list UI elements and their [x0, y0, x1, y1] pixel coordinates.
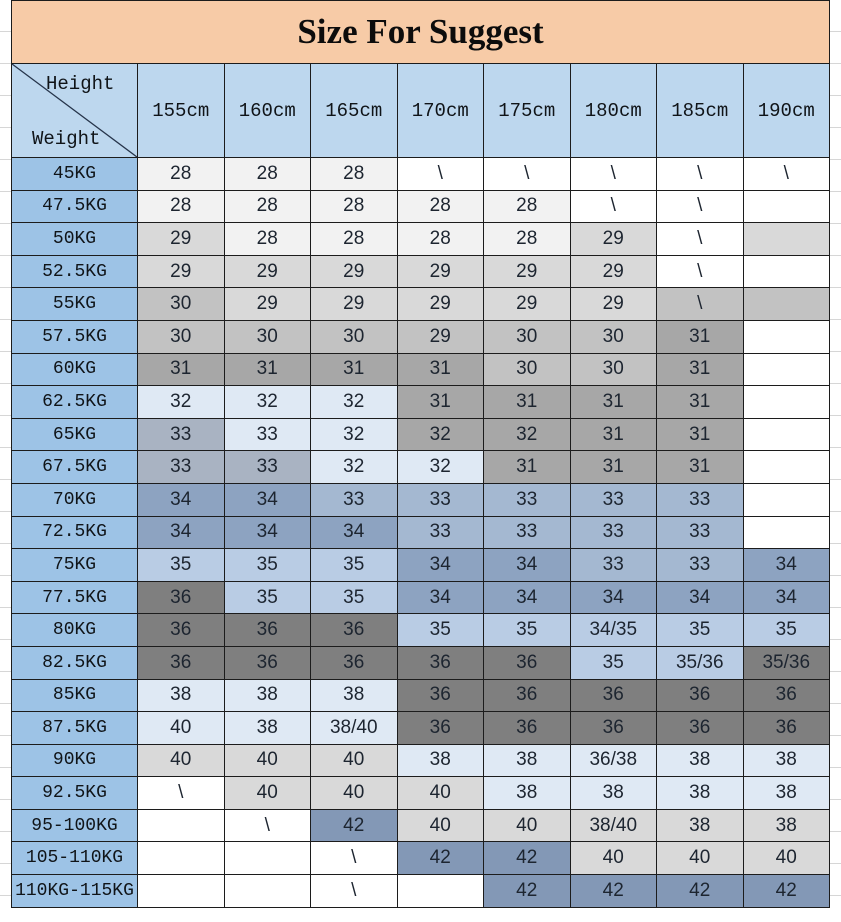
- size-cell: 28: [224, 190, 311, 223]
- size-cell: 32: [311, 451, 398, 484]
- size-cell: [743, 353, 830, 386]
- size-cell: 31: [484, 451, 571, 484]
- size-cell: 29: [397, 320, 484, 353]
- table-row: [12, 646, 830, 679]
- weight-row-label: 60KG: [12, 353, 138, 386]
- size-cell: 40: [224, 777, 311, 810]
- table-row: [12, 744, 830, 777]
- size-cell: \: [311, 842, 398, 875]
- size-cell: 32: [484, 418, 571, 451]
- weight-row-label: 62.5KG: [12, 386, 138, 419]
- size-cell: 31: [397, 353, 484, 386]
- size-cell: 35/36: [743, 646, 830, 679]
- table-row: [12, 614, 830, 647]
- size-cell: 32: [138, 386, 225, 419]
- size-cell: 31: [311, 353, 398, 386]
- size-cell: 38: [484, 744, 571, 777]
- size-cell: 34: [657, 581, 744, 614]
- weight-row-label: 70KG: [12, 483, 138, 516]
- size-cell: 36: [138, 581, 225, 614]
- table-row: [12, 223, 830, 256]
- size-cell: 42: [397, 842, 484, 875]
- size-cell: 33: [138, 418, 225, 451]
- size-cell: 34: [397, 549, 484, 582]
- size-cell: [743, 386, 830, 419]
- size-cell: 42: [743, 875, 830, 908]
- size-cell: 33: [570, 516, 657, 549]
- size-cell: 38: [570, 777, 657, 810]
- size-cell: 33: [138, 451, 225, 484]
- weight-row-label: 110KG-115KG: [12, 875, 138, 908]
- table-row: [12, 320, 830, 353]
- size-cell: 35: [570, 646, 657, 679]
- size-cell: 36: [224, 614, 311, 647]
- weight-row-label: 82.5KG: [12, 646, 138, 679]
- size-cell: 36: [657, 679, 744, 712]
- size-cell: [743, 288, 830, 321]
- size-cell: 36: [743, 679, 830, 712]
- size-cell: 31: [657, 386, 744, 419]
- weight-row-label: 77.5KG: [12, 581, 138, 614]
- size-cell: 36: [484, 679, 571, 712]
- weight-row-label: 50KG: [12, 223, 138, 256]
- size-cell: [224, 842, 311, 875]
- weight-row-label: 85KG: [12, 679, 138, 712]
- size-cell: [743, 516, 830, 549]
- table-row: [12, 483, 830, 516]
- size-cell: [743, 255, 830, 288]
- size-cell: 28: [311, 190, 398, 223]
- size-cell: 31: [657, 353, 744, 386]
- size-cell: 33: [570, 483, 657, 516]
- size-cell: 29: [484, 288, 571, 321]
- size-cell: 35: [138, 549, 225, 582]
- size-cell: 29: [138, 223, 225, 256]
- height-col-header: 155cm: [138, 64, 225, 158]
- size-cell: 38: [743, 777, 830, 810]
- size-cell: 32: [311, 386, 398, 419]
- weight-row-label: 67.5KG: [12, 451, 138, 484]
- size-cell: 31: [657, 451, 744, 484]
- size-cell: 35: [743, 614, 830, 647]
- size-cell: 28: [311, 223, 398, 256]
- size-cell: 29: [311, 288, 398, 321]
- size-cell: 29: [224, 255, 311, 288]
- size-cell: \: [743, 158, 830, 191]
- size-cell: 32: [224, 386, 311, 419]
- size-cell: 29: [484, 255, 571, 288]
- size-cell: 30: [138, 320, 225, 353]
- size-cell: 31: [397, 386, 484, 419]
- size-cell: 40: [311, 777, 398, 810]
- size-cell: [138, 842, 225, 875]
- size-cell: 34: [484, 581, 571, 614]
- table-row: [12, 581, 830, 614]
- size-cell: 33: [224, 418, 311, 451]
- size-cell: 36: [743, 712, 830, 745]
- size-cell: 40: [138, 744, 225, 777]
- size-cell: 33: [224, 451, 311, 484]
- table-row: [12, 158, 830, 191]
- weight-row-label: 45KG: [12, 158, 138, 191]
- size-cell: \: [570, 158, 657, 191]
- size-cell: 31: [570, 386, 657, 419]
- size-cell: 31: [138, 353, 225, 386]
- size-cell: 38: [311, 679, 398, 712]
- corner-height-label: Height: [46, 73, 115, 95]
- size-cell: 35/36: [657, 646, 744, 679]
- weight-row-label: 57.5KG: [12, 320, 138, 353]
- size-cell: 28: [397, 190, 484, 223]
- size-cell: 31: [484, 386, 571, 419]
- weight-row-label: 75KG: [12, 549, 138, 582]
- table-row: [12, 549, 830, 582]
- table-row: [12, 288, 830, 321]
- size-cell: 32: [397, 451, 484, 484]
- size-cell: 42: [484, 842, 571, 875]
- title-row: [12, 1, 830, 64]
- size-cell: 40: [397, 777, 484, 810]
- weight-row-label: 87.5KG: [12, 712, 138, 745]
- table-row: [12, 875, 830, 908]
- size-cell: 34: [224, 483, 311, 516]
- size-cell: 36: [570, 679, 657, 712]
- weight-row-label: 47.5KG: [12, 190, 138, 223]
- size-cell: 29: [397, 255, 484, 288]
- size-cell: 31: [224, 353, 311, 386]
- table-row: [12, 842, 830, 875]
- table-row: [12, 516, 830, 549]
- size-cell: 40: [138, 712, 225, 745]
- size-cell: 33: [657, 516, 744, 549]
- size-cell: 35: [224, 549, 311, 582]
- size-cell: 36: [311, 646, 398, 679]
- size-cell: [743, 483, 830, 516]
- size-cell: 38: [224, 679, 311, 712]
- size-cell: 36: [138, 614, 225, 647]
- size-cell: 35: [311, 581, 398, 614]
- height-col-header: 175cm: [484, 64, 571, 158]
- size-cell: 36: [311, 614, 398, 647]
- size-cell: 33: [657, 549, 744, 582]
- size-cell: \: [224, 809, 311, 842]
- table-row: [12, 386, 830, 419]
- table-row: [12, 418, 830, 451]
- size-cell: \: [138, 777, 225, 810]
- size-cell: 36: [657, 712, 744, 745]
- height-weight-corner-cell: [12, 64, 138, 158]
- size-cell: 35: [311, 549, 398, 582]
- size-cell: 34: [138, 516, 225, 549]
- corner-weight-label: Weight: [32, 128, 101, 150]
- size-cell: \: [397, 158, 484, 191]
- size-cell: 38: [484, 777, 571, 810]
- size-cell: 36: [138, 646, 225, 679]
- size-cell: 36: [397, 712, 484, 745]
- weight-row-label: 90KG: [12, 744, 138, 777]
- size-cell: 36: [224, 646, 311, 679]
- size-cell: [138, 809, 225, 842]
- size-cell: 38: [138, 679, 225, 712]
- size-cell: 35: [397, 614, 484, 647]
- size-cell: 30: [311, 320, 398, 353]
- size-cell: 42: [657, 875, 744, 908]
- size-cell: 28: [224, 158, 311, 191]
- height-col-header: 185cm: [657, 64, 744, 158]
- size-cell: 34: [743, 549, 830, 582]
- size-cell: 31: [570, 418, 657, 451]
- size-cell: 34: [138, 483, 225, 516]
- header-row: [12, 64, 830, 158]
- weight-row-label: 92.5KG: [12, 777, 138, 810]
- right-gridline-sliver: [830, 0, 841, 922]
- table-title: Size For Suggest: [12, 1, 830, 64]
- size-cell: 40: [311, 744, 398, 777]
- size-cell: 29: [311, 255, 398, 288]
- table-row: [12, 679, 830, 712]
- size-cell: 30: [484, 320, 571, 353]
- size-cell: 32: [311, 418, 398, 451]
- size-cell: \: [570, 190, 657, 223]
- size-cell: \: [657, 288, 744, 321]
- size-cell: 38: [743, 809, 830, 842]
- size-cell: 38/40: [570, 809, 657, 842]
- size-cell: [138, 875, 225, 908]
- size-cell: 31: [570, 451, 657, 484]
- size-cell: [743, 190, 830, 223]
- size-cell: 38: [657, 777, 744, 810]
- size-cell: 28: [311, 158, 398, 191]
- height-col-header: 160cm: [224, 64, 311, 158]
- size-cell: 40: [397, 809, 484, 842]
- size-cell: 38: [657, 809, 744, 842]
- size-cell: 30: [484, 353, 571, 386]
- size-cell: 40: [657, 842, 744, 875]
- table-row: [12, 777, 830, 810]
- size-cell: \: [484, 158, 571, 191]
- size-cell: 40: [484, 809, 571, 842]
- size-cell: 33: [570, 549, 657, 582]
- size-cell: 33: [484, 483, 571, 516]
- size-cell: 30: [570, 320, 657, 353]
- bottom-margin: [0, 908, 841, 922]
- size-cell: 36: [484, 646, 571, 679]
- weight-row-label: 52.5KG: [12, 255, 138, 288]
- size-cell: 33: [311, 483, 398, 516]
- size-cell: 34: [311, 516, 398, 549]
- size-cell: 32: [397, 418, 484, 451]
- size-cell: 29: [570, 288, 657, 321]
- size-cell: 30: [224, 320, 311, 353]
- size-cell: 34: [397, 581, 484, 614]
- size-cell: 38: [657, 744, 744, 777]
- size-cell: \: [311, 875, 398, 908]
- size-cell: \: [657, 158, 744, 191]
- size-cell: 34: [224, 516, 311, 549]
- size-cell: [743, 320, 830, 353]
- weight-row-label: 95-100KG: [12, 809, 138, 842]
- size-cell: 31: [657, 320, 744, 353]
- size-cell: 28: [484, 223, 571, 256]
- size-cell: 40: [570, 842, 657, 875]
- size-cell: 29: [138, 255, 225, 288]
- weight-row-label: 65KG: [12, 418, 138, 451]
- size-cell: 42: [570, 875, 657, 908]
- size-cell: 35: [484, 614, 571, 647]
- left-gridline-sliver: [0, 0, 11, 922]
- size-cell: 40: [743, 842, 830, 875]
- size-cell: 36: [570, 712, 657, 745]
- size-cell: 40: [224, 744, 311, 777]
- height-col-header: 190cm: [743, 64, 830, 158]
- size-cell: 38: [224, 712, 311, 745]
- table-row: [12, 255, 830, 288]
- size-cell: 38: [743, 744, 830, 777]
- size-cell: [743, 418, 830, 451]
- weight-row-label: 105-110KG: [12, 842, 138, 875]
- size-cell: 29: [570, 255, 657, 288]
- size-cell: [743, 451, 830, 484]
- size-cell: 33: [397, 516, 484, 549]
- weight-row-label: 72.5KG: [12, 516, 138, 549]
- size-cell: 28: [138, 158, 225, 191]
- weight-row-label: 55KG: [12, 288, 138, 321]
- size-cell: 34: [484, 549, 571, 582]
- height-col-header: 165cm: [311, 64, 398, 158]
- size-cell: 28: [397, 223, 484, 256]
- table-row: [12, 353, 830, 386]
- size-cell: 28: [224, 223, 311, 256]
- height-col-header: 180cm: [570, 64, 657, 158]
- size-cell: 33: [397, 483, 484, 516]
- size-cell: \: [657, 255, 744, 288]
- table-row: [12, 809, 830, 842]
- size-cell: \: [657, 223, 744, 256]
- size-cell: 30: [138, 288, 225, 321]
- size-cell: 33: [484, 516, 571, 549]
- size-cell: [743, 223, 830, 256]
- weight-row-label: 80KG: [12, 614, 138, 647]
- size-cell: 36/38: [570, 744, 657, 777]
- size-cell: 28: [484, 190, 571, 223]
- size-cell: 31: [657, 418, 744, 451]
- size-cell: [224, 875, 311, 908]
- table-row: [12, 190, 830, 223]
- size-cell: 36: [397, 646, 484, 679]
- size-cell: [397, 875, 484, 908]
- size-cell: 35: [657, 614, 744, 647]
- size-cell: 38: [397, 744, 484, 777]
- size-cell: 34/35: [570, 614, 657, 647]
- table-row: [12, 712, 830, 745]
- size-cell: 42: [311, 809, 398, 842]
- size-cell: 29: [397, 288, 484, 321]
- size-cell: 35: [224, 581, 311, 614]
- height-col-header: 170cm: [397, 64, 484, 158]
- size-cell: 29: [570, 223, 657, 256]
- size-cell: 36: [397, 679, 484, 712]
- size-cell: 29: [224, 288, 311, 321]
- size-cell: 34: [570, 581, 657, 614]
- size-cell: 33: [657, 483, 744, 516]
- size-cell: 38/40: [311, 712, 398, 745]
- size-cell: 28: [138, 190, 225, 223]
- table-row: [12, 451, 830, 484]
- size-cell: 36: [484, 712, 571, 745]
- size-cell: \: [657, 190, 744, 223]
- size-suggest-table: [11, 0, 830, 908]
- size-cell: 42: [484, 875, 571, 908]
- size-cell: 34: [743, 581, 830, 614]
- size-cell: 30: [570, 353, 657, 386]
